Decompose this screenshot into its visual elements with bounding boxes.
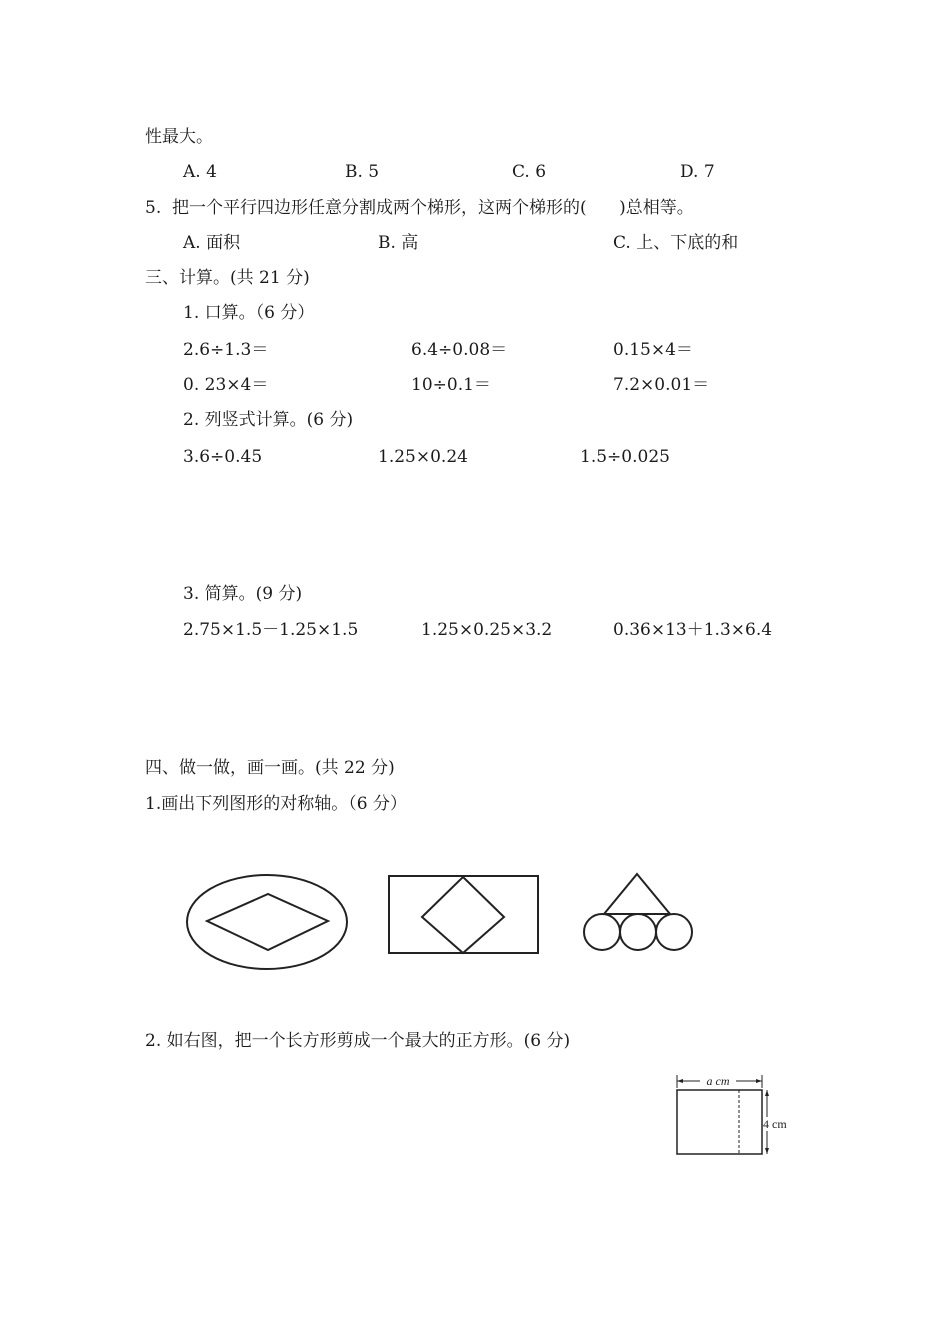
vertical-calc-item: 1.5÷0.025 <box>580 447 670 467</box>
square-shape <box>422 877 504 953</box>
circle-shape <box>584 914 620 950</box>
part3-title: 3. 简算。(9 分) <box>183 584 303 604</box>
rhombus-shape <box>207 894 328 950</box>
part1-title: 1. 口算。（6 分） <box>183 303 315 323</box>
dimension-rectangle-figure <box>670 1070 800 1162</box>
q5-option-b: B. 高 <box>378 233 419 253</box>
vertical-calc-item: 1.25×0.24 <box>378 447 468 467</box>
arrow-left-icon <box>677 1079 683 1083</box>
ellipse-rhombus-figure <box>185 873 350 973</box>
q4-option-d: D. 7 <box>680 162 715 182</box>
triangle-circles-figure <box>582 872 694 954</box>
q5-option-c: C. 上、下底的和 <box>613 233 739 253</box>
q4-tail: 性最大。 <box>145 127 213 147</box>
width-label: a cm <box>706 1074 730 1088</box>
rectangle-shape <box>389 876 538 953</box>
oral-calc-item: 0. 23×4＝ <box>183 375 269 395</box>
oral-calc-item: 7.2×0.01＝ <box>613 375 710 395</box>
triangle-shape <box>604 874 670 914</box>
cut-rectangle-shape <box>677 1090 762 1154</box>
q5-stem: 5. 把一个平行四边形任意分割成两个梯形，这两个梯形的( )总相等。 <box>145 198 694 218</box>
vertical-calc-item: 3.6÷0.45 <box>183 447 263 467</box>
circle-shape <box>620 914 656 950</box>
q4-option-c: C. 6 <box>512 162 547 182</box>
arrow-right-icon <box>756 1079 762 1083</box>
section4-q2: 2. 如右图，把一个长方形剪成一个最大的正方形。(6 分) <box>145 1031 571 1051</box>
q4-option-b: B. 5 <box>345 162 380 182</box>
oral-calc-item: 2.6÷1.3＝ <box>183 340 269 360</box>
oral-calc-item: 6.4÷0.08＝ <box>411 340 508 360</box>
section4-title: 四、做一做，画一画。(共 22 分) <box>145 758 395 778</box>
arrow-down-icon <box>765 1148 769 1154</box>
height-label: 4 cm <box>763 1117 787 1131</box>
section4-q1: 1.画出下列图形的对称轴。（6 分） <box>145 794 407 814</box>
part2-title: 2. 列竖式计算。(6 分) <box>183 410 354 430</box>
q4-option-a: A. 4 <box>183 162 217 182</box>
q5-option-a: A. 面积 <box>183 233 241 253</box>
oral-calc-item: 10÷0.1＝ <box>411 375 491 395</box>
section3-title: 三、计算。(共 21 分) <box>145 268 310 288</box>
oral-calc-item: 0.15×4＝ <box>613 340 693 360</box>
arrow-up-icon <box>765 1090 769 1096</box>
rectangle-square-figure <box>388 875 540 955</box>
simplify-item: 0.36×13＋1.3×6.4 <box>613 620 773 640</box>
simplify-item: 1.25×0.25×3.2 <box>421 620 553 640</box>
circle-shape <box>656 914 692 950</box>
simplify-item: 2.75×1.5－1.25×1.5 <box>183 620 359 640</box>
